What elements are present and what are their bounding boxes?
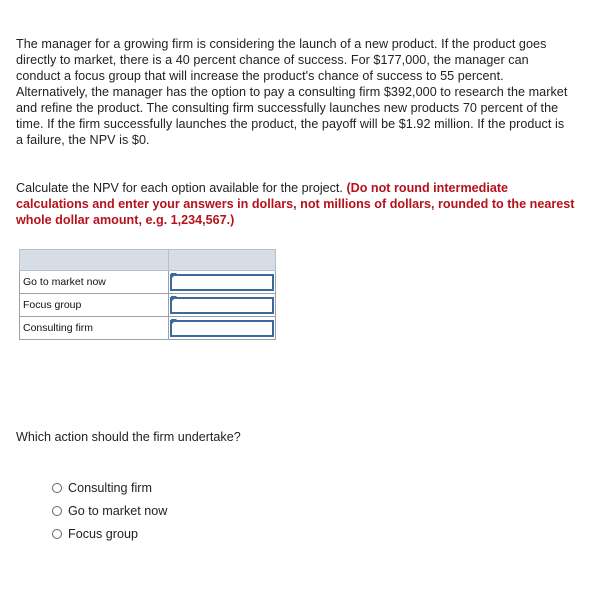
- radio-button[interactable]: [52, 483, 62, 493]
- instructions: [16, 180, 576, 228]
- option-go-to-market-now[interactable]: [52, 499, 167, 522]
- option-focus-group[interactable]: [52, 522, 167, 545]
- option-label: Consulting firm: [68, 480, 152, 495]
- table-header-label-cell: [20, 250, 169, 271]
- action-options: [52, 476, 167, 545]
- option-consulting-firm[interactable]: [52, 476, 167, 499]
- row-label-consulting-firm: Consulting firm: [20, 317, 169, 340]
- option-label: Go to market now: [68, 503, 168, 518]
- instructions-lead: Calculate the NPV for each option available for the project.: [16, 181, 347, 195]
- table-header-value-cell: [169, 250, 276, 271]
- table-row: [20, 317, 276, 340]
- npv-answer-table: [19, 249, 276, 340]
- npv-input-focus-group[interactable]: [170, 297, 274, 314]
- table-row: [20, 271, 276, 294]
- option-label: Focus group: [68, 526, 139, 541]
- table-row: [20, 294, 276, 317]
- input-cell-focus-group: [169, 294, 276, 317]
- input-flag-icon: [171, 296, 177, 302]
- instructions-emphasis: (Do not round intermediate calculations and enter your answers in dollars, not millions of dollars, rounded to the nearest whole dollar amount, e.g. 1,234,567.): [16, 181, 575, 227]
- radio-button[interactable]: [52, 529, 62, 539]
- row-label-go-to-market: Go to market now: [20, 271, 169, 294]
- radio-button[interactable]: [52, 506, 62, 516]
- action-question: Which action should the firm undertake?: [16, 430, 241, 444]
- problem-statement: The manager for a growing firm is considering the launch of a new product. If the product goes directly to market, there is a 40 percent chance of success. For $177,000, the manager can conduct a focus group that will increase the product's chance of success to 55 percent. Alternatively, the manager has the option to pay a consulting firm $392,000 to research the market and refine the product. The consulting firm successfully launches new products 70 percent of the time. If the firm successfully launches the product, the payoff will be $1.92 million. If the product is a failure, the NPV is $0.: [16, 37, 568, 147]
- npv-input-go-to-market[interactable]: [170, 274, 274, 291]
- input-flag-icon: [171, 319, 177, 325]
- input-cell-go-to-market: [169, 271, 276, 294]
- input-flag-icon: [171, 273, 177, 279]
- input-cell-consulting-firm: [169, 317, 276, 340]
- table-header-row: [20, 250, 276, 271]
- npv-input-consulting-firm[interactable]: [170, 320, 274, 337]
- row-label-focus-group: Focus group: [20, 294, 169, 317]
